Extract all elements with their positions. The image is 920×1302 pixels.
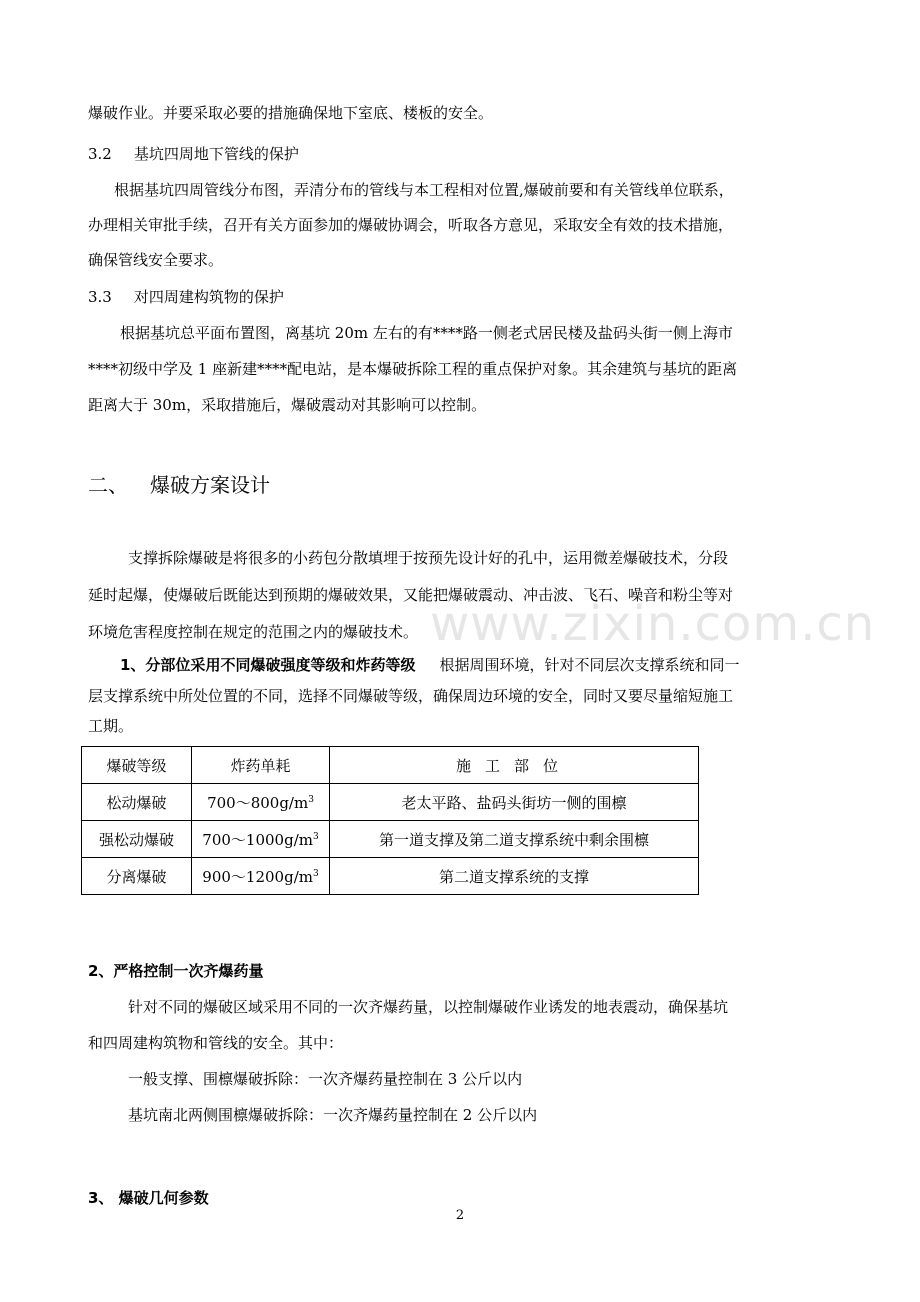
table-cell: [192, 784, 330, 821]
table-row: [82, 784, 699, 821]
section-heading-3-3: [88, 287, 284, 307]
paragraph-line: 爆破作业。并要采取必要的措施确保地下室底、楼板的安全。: [88, 104, 494, 122]
item-2-title: 2、严格控制一次齐爆药量: [88, 962, 264, 980]
paragraph-line: 确保管线安全要求。: [88, 251, 224, 269]
unit-exponent: 3: [308, 794, 314, 805]
paragraph-line: 根据基坑四周管线分布图，弄清分布的管线与本工程相对位置,爆破前要和有关管线单位联系，: [114, 181, 734, 199]
section-number: 3.3: [88, 288, 112, 306]
table-cell: 第一道支撑及第二道支撑系统中剩余围檩: [330, 821, 699, 858]
item-1-text: 根据周围环境，针对不同层次支撑系统和同一: [439, 656, 740, 674]
unit-exponent: 3: [312, 831, 319, 842]
section-number: 3.2: [88, 145, 112, 163]
blasting-grade-table: [81, 746, 699, 895]
paragraph-line: 环境危害程度控制在规定的范围之内的爆破技术。: [88, 623, 419, 641]
table-cell: 分离爆破: [82, 858, 192, 895]
table-cell: [192, 821, 330, 858]
paragraph-line: 一般支撑、围檩爆破拆除：一次齐爆药量控制在 3 公斤以内: [128, 1070, 523, 1088]
paragraph-line: 基坑南北两侧围檩爆破拆除：一次齐爆药量控制在 2 公斤以内: [128, 1106, 538, 1124]
section-title: 对四周建构筑物的保护: [133, 288, 284, 306]
paragraph-line: ****初级中学及 1 座新建****配电站，是本爆破拆除工程的重点保护对象。其余建筑与基坑的距离: [88, 360, 738, 378]
page-number: 2: [455, 1208, 465, 1223]
paragraph-line: 支撑拆除爆破是将很多的小药包分散填埋于按预先设计好的孔中，运用微差爆破技术，分段: [128, 549, 729, 567]
paragraph-line: 层支撑系统中所处位置的不同，选择不同爆破等级，确保周边环境的安全，同时又要尽量缩短施工: [88, 687, 734, 705]
chapter-title: 爆破方案设计: [150, 473, 270, 497]
section-heading-3-2: [88, 144, 299, 164]
table-cell: 老太平路、盐码头街坊一侧的围檩: [330, 784, 699, 821]
paragraph-line: 和四周建构筑物和管线的安全。其中：: [88, 1034, 344, 1052]
table-header-cell: 爆破等级: [82, 747, 192, 784]
unit-consumption: 700～1000g/m: [202, 830, 313, 849]
section-title: 基坑四周地下管线的保护: [133, 145, 299, 163]
table-row: [82, 858, 699, 895]
chapter-heading: [88, 473, 270, 497]
unit-consumption: 900～1200g/m: [202, 867, 313, 886]
table-cell: 松动爆破: [82, 784, 192, 821]
table-cell: 第二道支撑系统的支撑: [330, 858, 699, 895]
table-header-row: [82, 747, 699, 784]
watermark: www.zixin.com.cn: [430, 596, 876, 652]
unit-exponent: 3: [312, 868, 319, 879]
paragraph-line: 办理相关审批手续，召开有关方面参加的爆破协调会，听取各方意见，采取安全有效的技术措施，: [88, 216, 734, 234]
table-cell: [192, 858, 330, 895]
item-1-line: [120, 655, 739, 675]
table-header-cell: 施工部位: [330, 747, 699, 784]
paragraph-line: 延时起爆，使爆破后既能达到预期的爆破效果，又能把爆破震动、冲击波、飞石、噪音和粉尘等对: [88, 586, 734, 604]
paragraph-line: 距离大于 30m，采取措施后，爆破震动对其影响可以控制。: [88, 396, 487, 414]
paragraph-line: 根据基坑总平面布置图，离基坑 20m 左右的有****路一侧老式居民楼及盐码头街一侧上海市: [120, 324, 733, 342]
item-3-title: 3、 爆破几何参数: [88, 1189, 209, 1207]
unit-consumption: 700～800g/m: [207, 793, 309, 812]
table-row: [82, 821, 699, 858]
item-1-title: 1、分部位采用不同爆破强度等级和炸药等级: [120, 656, 416, 674]
paragraph-line: 针对不同的爆破区域采用不同的一次齐爆药量，以控制爆破作业诱发的地表震动，确保基坑: [128, 998, 729, 1016]
paragraph-line: 工期。: [88, 717, 134, 735]
chapter-number: 二、: [88, 473, 128, 497]
table-cell: 强松动爆破: [82, 821, 192, 858]
table-header-cell: 炸药单耗: [192, 747, 330, 784]
